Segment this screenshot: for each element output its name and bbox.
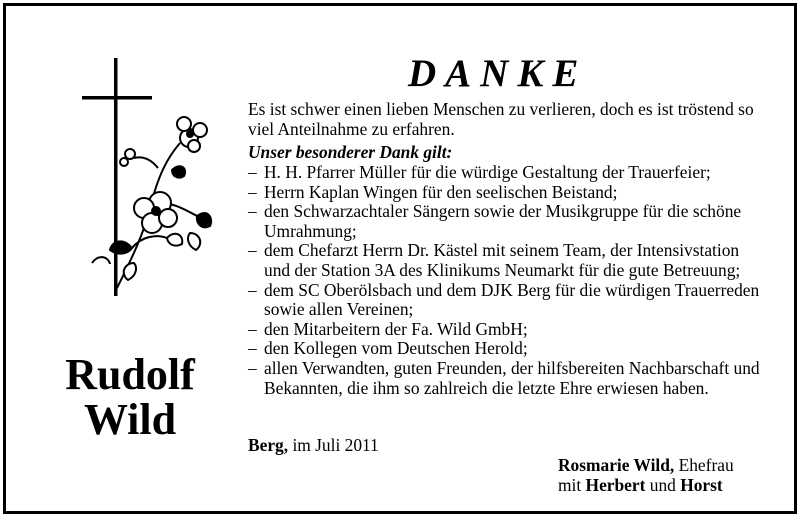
list-dash: – <box>248 318 257 339</box>
list-dash: – <box>248 338 257 359</box>
list-item <box>248 320 768 340</box>
list-item <box>248 281 768 320</box>
signature-name: Rosmarie Wild, <box>558 455 675 475</box>
list-item-text: H. H. Pfarrer Müller für die würdige Gestaltung der Trauerfeier; <box>264 162 711 182</box>
intro-text: Es ist schwer einen lieben Menschen zu verlieren, doch es ist tröstend so viel Anteilnahme zu erfahren. <box>248 99 754 139</box>
list-item-text: Herrn Kaplan Wingen für den seelischen Beistand; <box>264 181 618 202</box>
list-item-text: den Schwarzachtaler Sängern sowie der Musikgruppe für die schöne Umrahmung; <box>264 201 742 241</box>
list-dash: – <box>248 162 257 182</box>
place-date <box>248 436 379 456</box>
signature-role: Ehefrau <box>674 455 734 475</box>
obituary-card <box>3 3 797 514</box>
list-dash: – <box>248 240 257 261</box>
list-item <box>248 241 768 280</box>
right-column <box>248 6 788 511</box>
signature-conjunction: und <box>645 475 681 495</box>
list-item <box>248 183 768 203</box>
flower-branch-icon <box>92 117 211 288</box>
thanks-heading: Unser besonderer Dank gilt: <box>248 142 453 162</box>
list-item-text: den Kollegen vom Deutschen Herold; <box>264 338 528 359</box>
page-title: DANKE <box>408 52 588 95</box>
place: Berg, <box>248 435 289 455</box>
signature-prefix: mit <box>558 475 586 495</box>
signature-line-1 <box>558 456 734 476</box>
list-item <box>248 359 768 398</box>
thanks-list <box>248 163 768 398</box>
left-column <box>6 6 236 511</box>
cross-icon <box>82 58 152 296</box>
list-item-text: den Mitarbeitern der Fa. Wild GmbH; <box>264 318 528 339</box>
signature-child-2: Horst <box>680 475 723 495</box>
signature-line-2 <box>558 476 723 496</box>
list-dash: – <box>248 279 257 300</box>
list-item-text: allen Verwandten, guten Freunden, der hilfsbereiten Nachbarschaft und Bekannten, die ihm so zahlreich die letzte Ehre erwiesen haben. <box>264 357 760 398</box>
cross-flower-illustration <box>72 58 222 303</box>
list-dash: – <box>248 357 257 378</box>
deceased-first-name: Rudolf <box>65 350 195 399</box>
list-dash: – <box>248 181 257 202</box>
date: im Juli 2011 <box>288 435 379 455</box>
signature-child-1: Herbert <box>585 475 646 495</box>
list-dash: – <box>248 201 257 222</box>
list-item <box>248 339 768 359</box>
list-item <box>248 163 768 183</box>
list-item <box>248 202 768 241</box>
list-item-text: dem Chefarzt Herrn Dr. Kästel mit seinem Team, der Intensivstation und der Station 3A des Klinikums Neumarkt für die gute Betreuung; <box>264 240 741 280</box>
list-item-text: dem SC Oberölsbach und dem DJK Berg für die würdigen Trauerreden sowie allen Vereinen; <box>264 279 760 320</box>
deceased-last-name: Wild <box>83 395 177 444</box>
